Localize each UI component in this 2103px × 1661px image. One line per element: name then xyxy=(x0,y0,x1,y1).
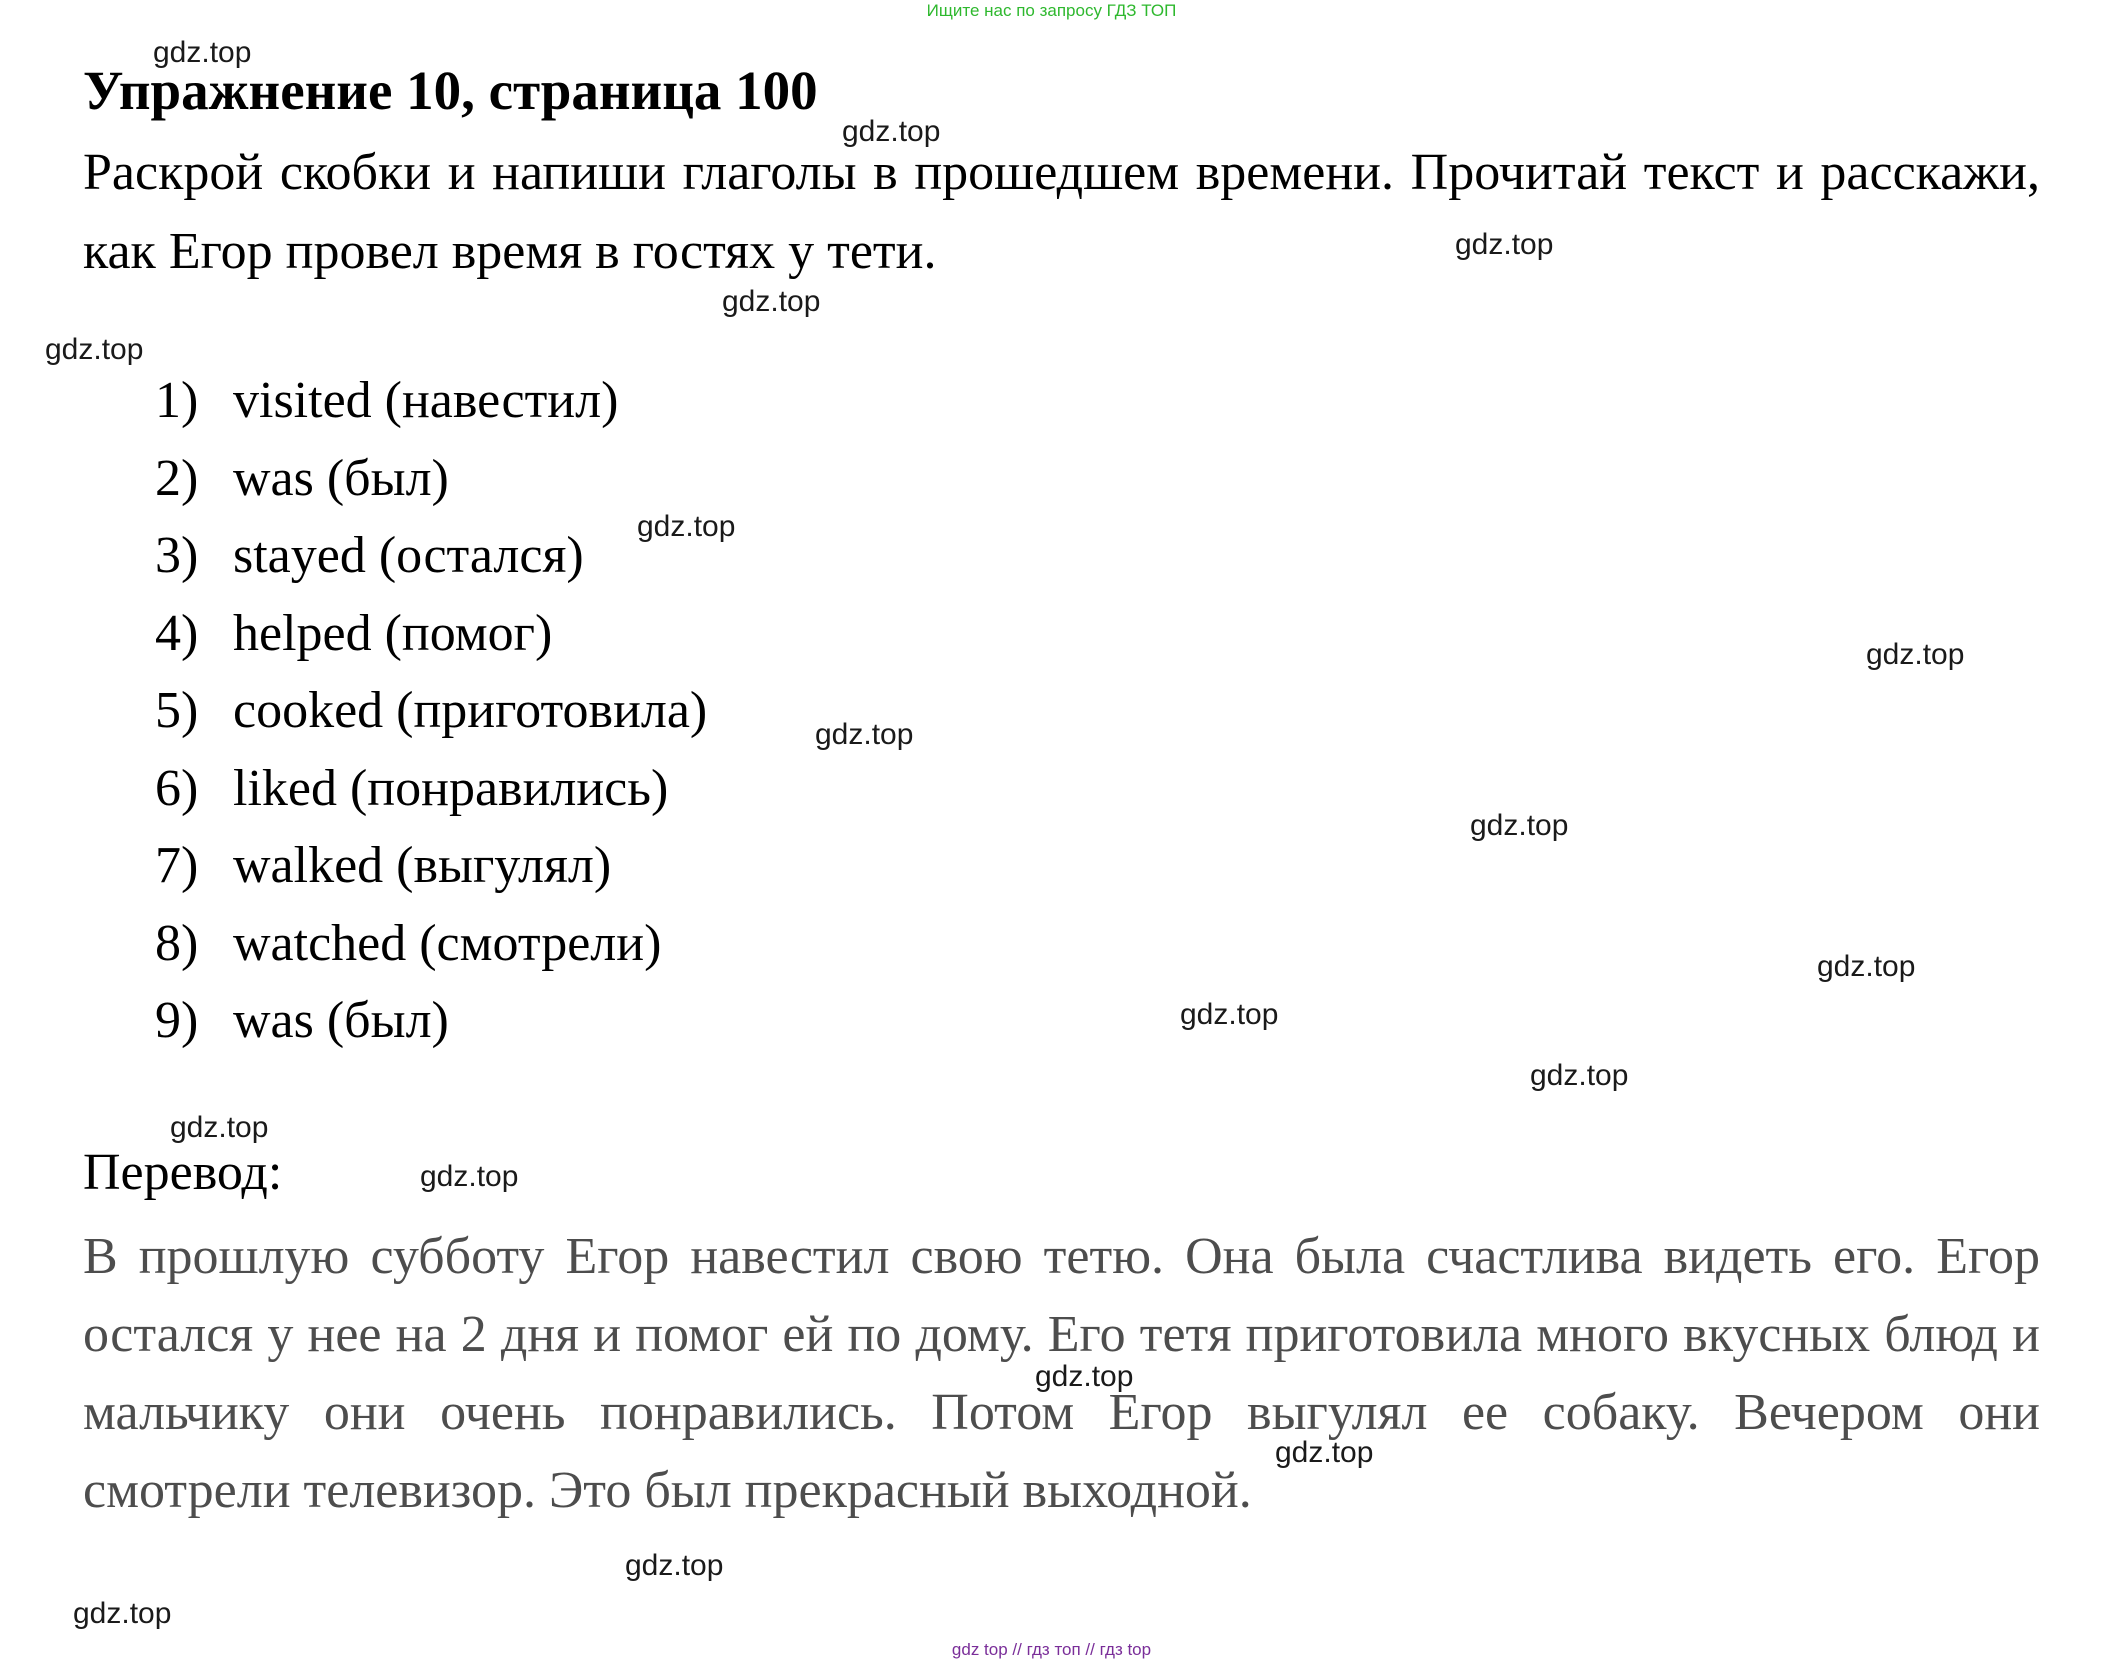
answer-item xyxy=(155,905,707,983)
answer-text: cooked (приготовила) xyxy=(233,682,708,739)
top-banner: Ищите нас по запросу ГДЗ ТОП xyxy=(926,1,1177,20)
answer-text: stayed (остался) xyxy=(233,527,584,584)
answer-item xyxy=(155,440,707,518)
watermark: gdz.top xyxy=(1530,1059,1629,1092)
answers-list xyxy=(155,362,707,1060)
watermark: gdz.top xyxy=(170,1111,269,1144)
watermark: gdz.top xyxy=(1455,228,1554,261)
answer-number: 5) xyxy=(155,682,199,739)
answer-number: 8) xyxy=(155,914,199,972)
answer-number: 1) xyxy=(155,372,199,429)
answer-item xyxy=(155,827,707,905)
watermark: gdz.top xyxy=(1817,950,1916,983)
watermark: gdz.top xyxy=(637,510,736,543)
task-instructions: Раскрой скобки и напиши глаголы в прошедшем времени. Прочитай текст и расскажи, как Егор провел время в гостях у тети. xyxy=(83,144,2040,280)
answer-item xyxy=(155,517,707,595)
answer-number: 7) xyxy=(155,837,199,894)
answer-item xyxy=(155,595,707,673)
watermark: gdz.top xyxy=(153,36,252,69)
watermark: gdz.top xyxy=(722,285,821,318)
watermark: gdz.top xyxy=(625,1549,724,1582)
watermark: gdz.top xyxy=(1035,1360,1134,1393)
answer-item xyxy=(155,672,707,750)
answer-text: walked (выгулял) xyxy=(233,837,612,894)
translation-text: В прошлую субботу Егор навестил свою тетю. Она была счастлива видеть его. Егор остался у нее на 2 дня и помог ей по дому. Его тетя приготовила много вкусных блюд и мальчику они очень понравились. Потом Егор выгулял ее собаку. Вечером они смотрели телевизор. Это был прекрасный выходной. xyxy=(83,1228,2040,1519)
answer-number: 2) xyxy=(155,449,199,507)
bottom-footer: gdz top // гдз топ // гдз top xyxy=(951,1640,1152,1659)
page-title: Упражнение 10, страница 100 xyxy=(83,60,818,121)
answer-text: watched (смотрели) xyxy=(233,914,662,972)
watermark: gdz.top xyxy=(73,1597,172,1630)
answer-text: was (был) xyxy=(233,992,449,1049)
watermark: gdz.top xyxy=(420,1160,519,1193)
watermark: gdz.top xyxy=(842,115,941,148)
watermark: gdz.top xyxy=(1866,638,1965,671)
watermark: gdz.top xyxy=(815,718,914,751)
answer-text: was (был) xyxy=(233,449,449,507)
watermark: gdz.top xyxy=(1470,809,1569,842)
answer-text: helped (помог) xyxy=(233,604,553,662)
answer-number: 4) xyxy=(155,604,199,662)
watermark: gdz.top xyxy=(45,333,144,366)
answer-number: 3) xyxy=(155,527,199,584)
translation-heading: Перевод: xyxy=(83,1144,283,1201)
answer-item xyxy=(155,362,707,440)
answer-number: 9) xyxy=(155,992,199,1049)
watermark: gdz.top xyxy=(1180,998,1279,1031)
watermark: gdz.top xyxy=(1275,1436,1374,1469)
answer-item xyxy=(155,982,707,1060)
answer-number: 6) xyxy=(155,759,199,817)
answer-text: liked (понравились) xyxy=(233,759,669,817)
answer-item xyxy=(155,750,707,828)
answer-text: visited (навестил) xyxy=(233,372,619,429)
